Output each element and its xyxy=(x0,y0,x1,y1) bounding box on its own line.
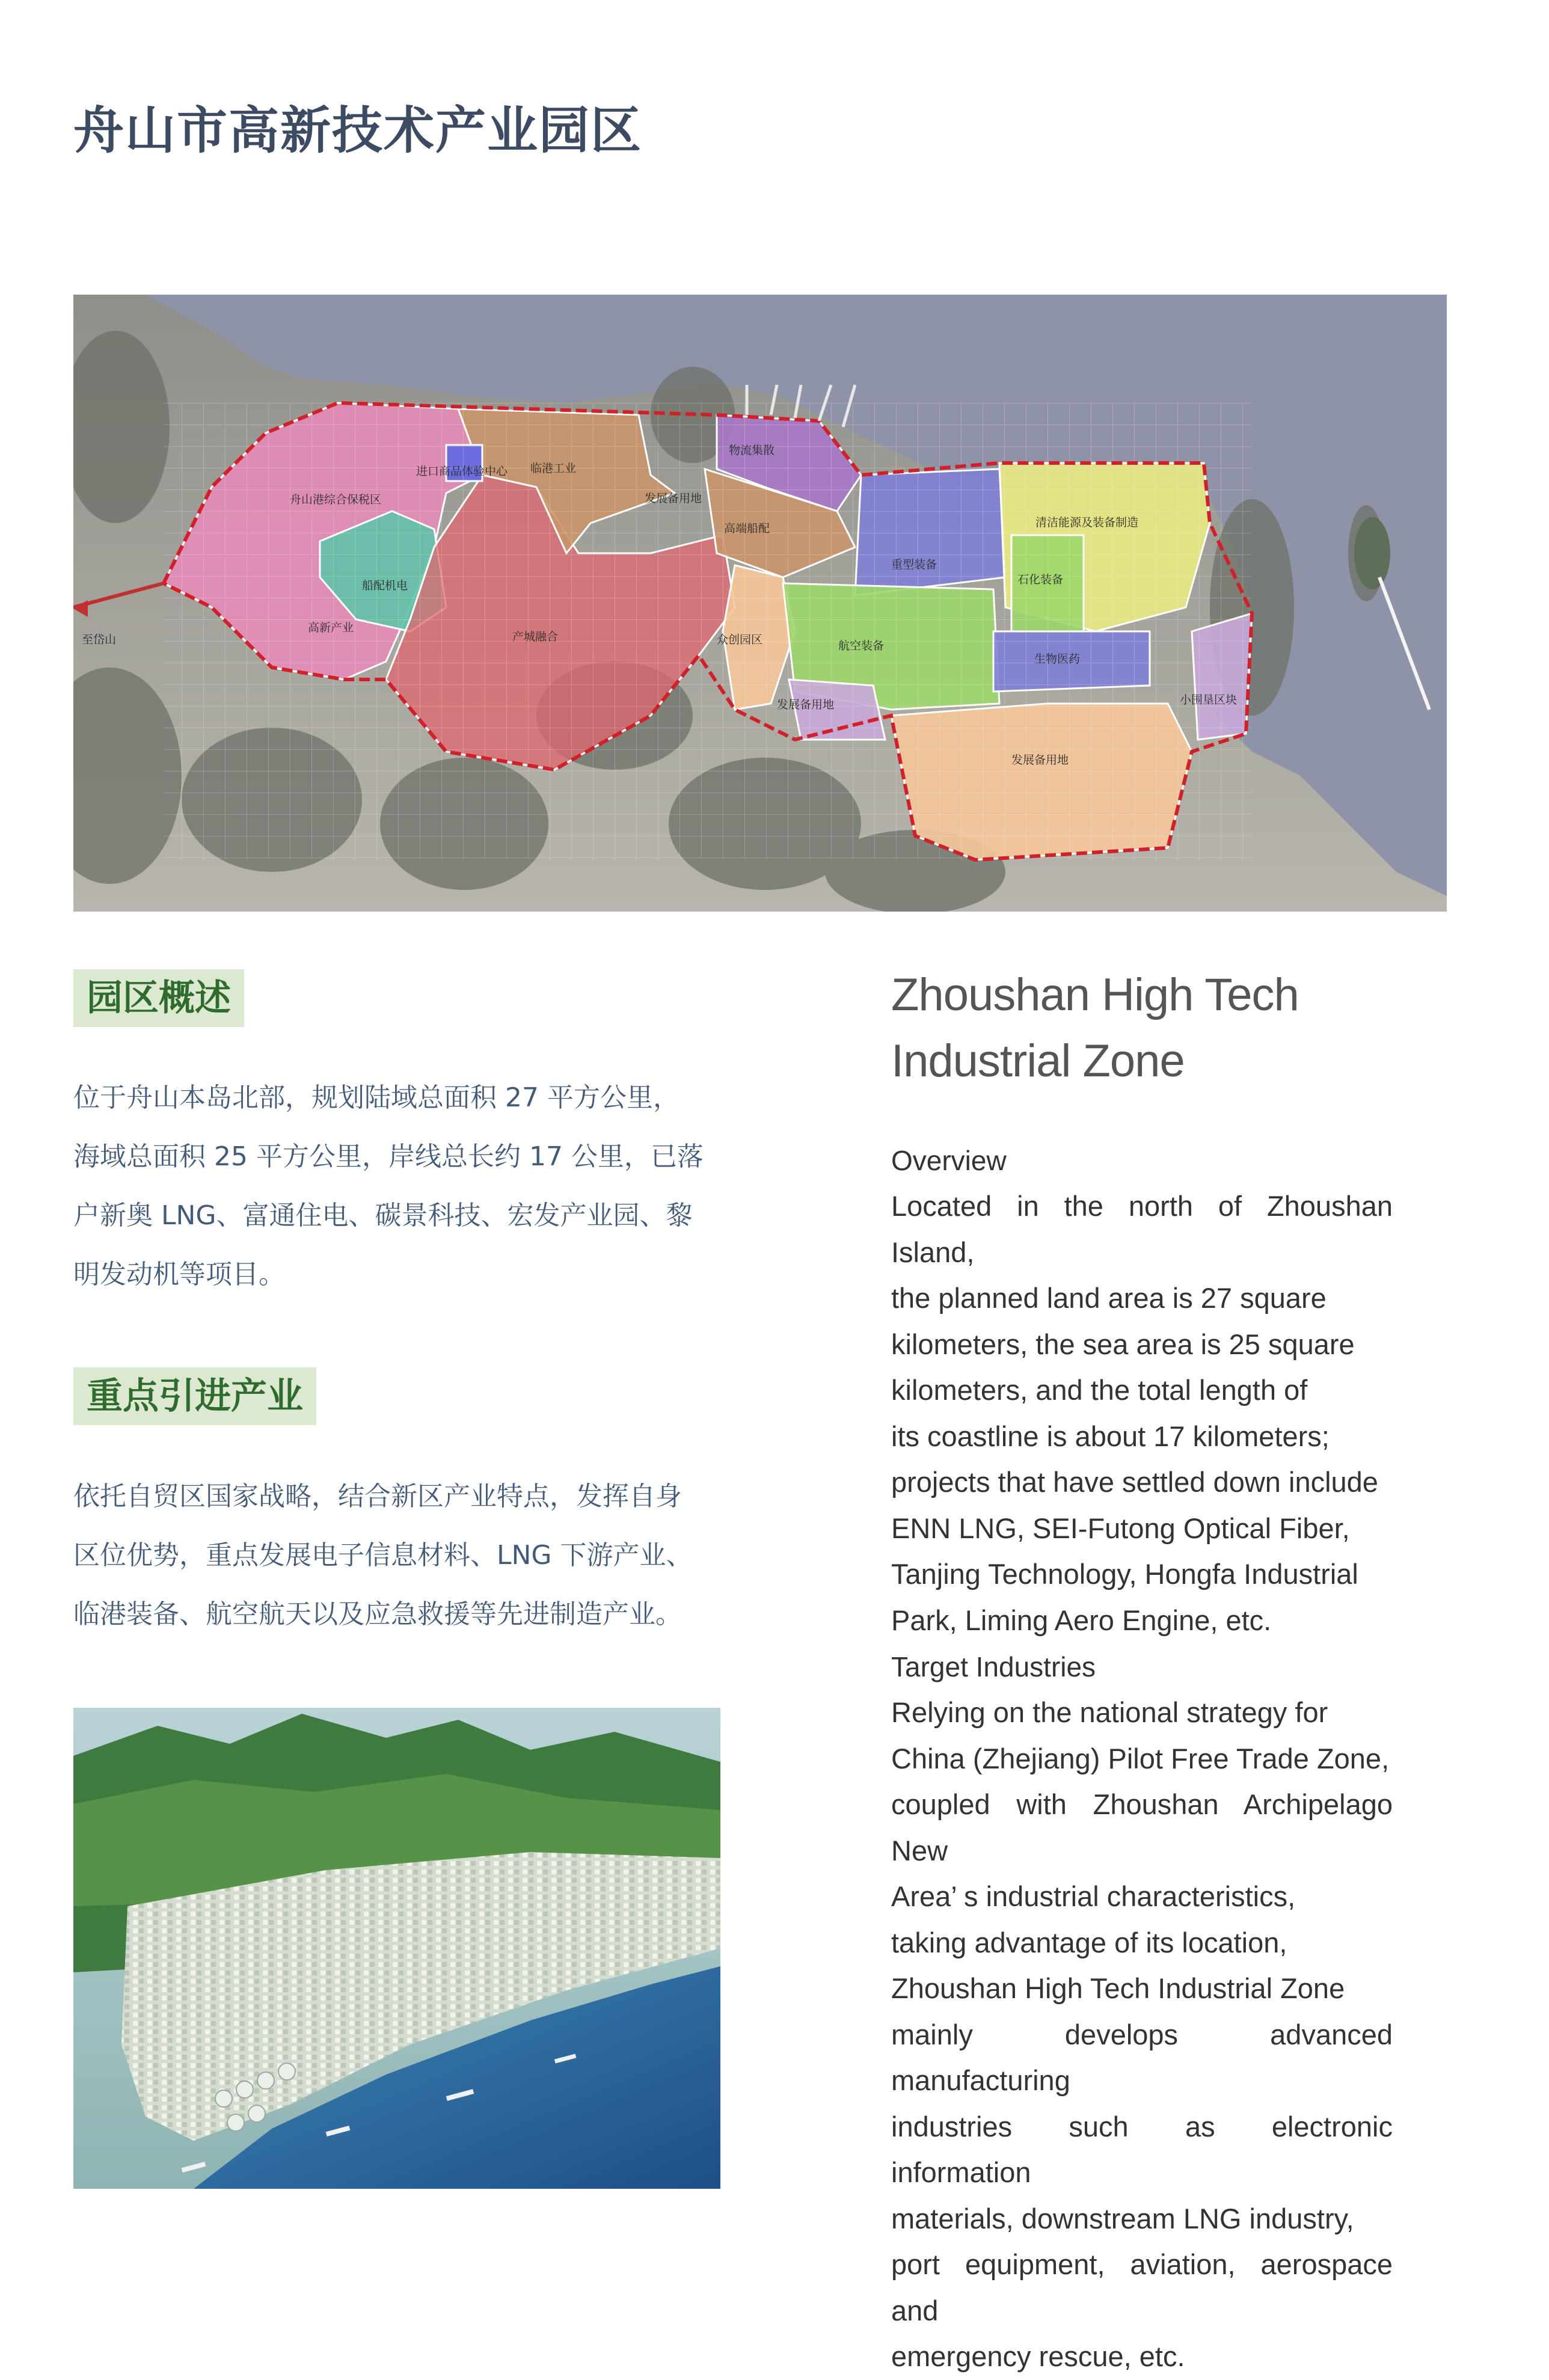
label-reclamation: 小围垦区块 xyxy=(1180,693,1238,707)
east-island xyxy=(1354,517,1390,589)
target-line-en: Relying on the national strategy for xyxy=(891,1696,1328,1728)
label-clean-energy: 清洁能源及装备制造 xyxy=(1035,516,1139,529)
overview-line-en: Park, Liming Aero Engine, etc. xyxy=(891,1604,1272,1636)
target-line-en: China (Zhejiang) Pilot Free Trade Zone, xyxy=(891,1742,1390,1774)
overview-section-en xyxy=(891,1138,1393,1643)
label-shipbuilding: 高端船配 xyxy=(724,522,770,535)
industries-line-cn: 临港装备、航空航天以及应急救援等先进制造产业。 xyxy=(73,1599,682,1630)
industries-line-cn: 依托自贸区国家战略，结合新区产业特点，发挥自身 xyxy=(73,1481,682,1512)
overview-line-cn: 明发动机等项目。 xyxy=(73,1259,285,1290)
label-startup: 众创园区 xyxy=(717,633,763,646)
label-aviation: 航空装备 xyxy=(838,639,885,652)
label-import-center: 进口商品体验中心 xyxy=(416,465,508,478)
target-line-en: mainly develops advanced manufacturing xyxy=(891,2018,1393,2096)
industries-line-cn: 区位优势，重点发展电子信息材料、LNG 下游产业、 xyxy=(73,1540,693,1571)
overview-line-en: Tanjing Technology, Hongfa Industrial xyxy=(891,1558,1358,1590)
aerial-rendering xyxy=(73,1708,720,2189)
overview-line-en: kilometers, and the total length of xyxy=(891,1374,1308,1406)
overview-heading-cn: 园区概述 xyxy=(73,969,244,1027)
label-reserve-small: 发展备用地 xyxy=(777,698,835,711)
label-petrochem: 石化装备 xyxy=(1017,573,1064,586)
label-high-tech: 高新产业 xyxy=(308,621,354,634)
label-city-industry: 产城融合 xyxy=(512,630,559,643)
overview-line-cn: 户新奥 LNG、富通住电、碳景科技、宏发产业园、黎 xyxy=(73,1200,693,1231)
english-title xyxy=(891,962,1492,1094)
overview-line-en: the planned land area is 27 square xyxy=(891,1282,1327,1314)
label-bonded-zone: 舟山港综合保税区 xyxy=(290,493,382,506)
page-title: 舟山市高新技术产业园区 xyxy=(73,101,643,160)
label-ship-electrical: 船配机电 xyxy=(362,579,408,592)
target-section-en xyxy=(891,1644,1393,2380)
target-line-en: port equipment, aviation, aerospace and xyxy=(891,2248,1393,2326)
overview-line-cn: 位于舟山本岛北部，规划陆域总面积 27 平方公里， xyxy=(73,1082,679,1113)
label-reserve-south: 发展备用地 xyxy=(1011,753,1069,767)
target-line-en: taking advantage of its location, xyxy=(891,1926,1287,1958)
overview-line-en: ENN LNG, SEI-Futong Optical Fiber, xyxy=(891,1512,1350,1544)
target-line-en: materials, downstream LNG industry, xyxy=(891,2202,1354,2234)
target-line-en: Area’ s industrial characteristics, xyxy=(891,1880,1296,1912)
label-exit-west: 至岱山 xyxy=(82,633,117,646)
overview-line-en: projects that have settled down include xyxy=(891,1466,1378,1498)
label-logistics: 物流集散 xyxy=(729,444,775,457)
industries-body-cn xyxy=(73,1467,693,1644)
label-port-industry: 临港工业 xyxy=(530,462,577,475)
target-line-en: industries such as electronic information xyxy=(891,2110,1393,2188)
overview-line-en: kilometers, the sea area is 25 square xyxy=(891,1328,1355,1360)
english-title-line: Zhoushan High Tech xyxy=(891,969,1299,1020)
overview-line-en: Located in the north of Zhoushan Island, xyxy=(891,1190,1393,1268)
overview-line-en: its coastline is about 17 kilometers; xyxy=(891,1420,1330,1452)
target-line-en: coupled with Zhoushan Archipelago New xyxy=(891,1788,1393,1866)
target-line-en: emergency rescue, etc. xyxy=(891,2340,1185,2372)
zoning-map xyxy=(73,295,1447,912)
industries-heading-cn: 重点引进产业 xyxy=(73,1367,316,1425)
target-line-en: Zhoushan High Tech Industrial Zone xyxy=(891,1972,1345,2004)
overview-heading-en: Overview xyxy=(891,1145,1007,1176)
target-heading-en: Target Industries xyxy=(891,1651,1096,1682)
label-biomedicine: 生物医药 xyxy=(1034,652,1081,666)
overview-line-cn: 海域总面积 25 平方公里，岸线总长约 17 公里，已落 xyxy=(73,1141,704,1172)
overview-body-cn xyxy=(73,1069,704,1304)
label-heavy-equipment: 重型装备 xyxy=(891,558,937,571)
english-title-line: Industrial Zone xyxy=(891,1035,1185,1087)
label-reserve-north: 发展备用地 xyxy=(645,492,702,505)
